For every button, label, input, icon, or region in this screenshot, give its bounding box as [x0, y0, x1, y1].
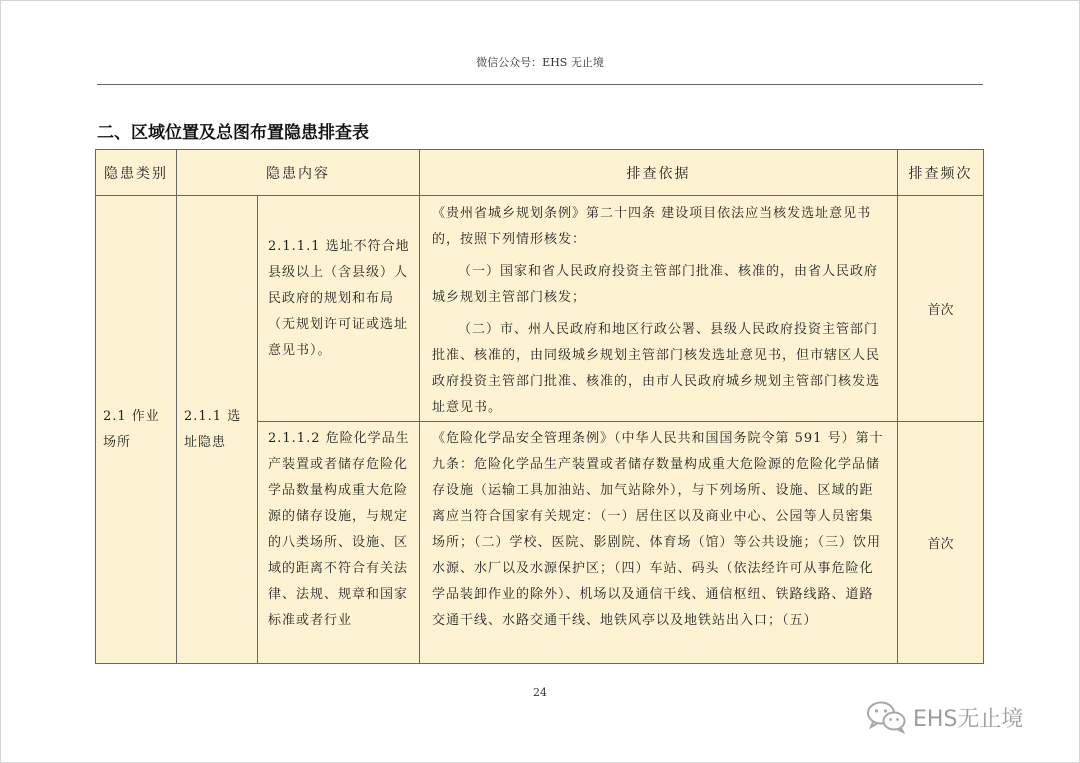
frequency-cell — [898, 422, 984, 664]
watermark — [866, 700, 1023, 734]
category-label: 2.1 作业场所 — [103, 408, 160, 450]
frequency-value: 首次 — [927, 303, 954, 318]
frequency-value: 首次 — [927, 537, 954, 552]
header-category: 隐患类别 — [96, 150, 177, 196]
content-text: 2.1.1.2 危险化学品生产装置或者储存危险化学品数量构成重大危险源的储存设施，与规定的八类场所、设施、区域的距离不符合有关法律、法规、规章和国家标准或者行业 — [268, 431, 410, 628]
content-cell — [258, 196, 420, 422]
basis-paragraph: 《贵州省城乡规划条例》第二十四条 建设项目依法应当核发选址意见书的，按照下列情形核发： — [432, 206, 872, 247]
section-title: 二、区域位置及总图布置隐患排查表 — [97, 123, 369, 143]
basis-paragraph: （一）国家和省人民政府投资主管部门批准、核准的，由省人民政府城乡规划主管部门核发； — [432, 264, 879, 305]
basis-cell — [420, 196, 898, 422]
header-basis: 排查依据 — [420, 150, 898, 196]
basis-cell — [420, 422, 898, 664]
wechat-icon — [866, 700, 908, 734]
basis-paragraph: （二）市、州人民政府和地区行政公署、县级人民政府投资主管部门批准、核准的，由同级城乡规划主管部门核发选址意见书，但市辖区人民政府投资主管部门批准、核准的，由市人民政府城乡规划主管部门核发选址意见书。 — [432, 322, 881, 415]
header-frequency: 排查频次 — [898, 150, 984, 196]
page-header: 微信公众号：EHS 无止境 — [476, 56, 604, 69]
table-header-row — [96, 150, 984, 196]
basis-paragraph: 《危险化学品安全管理条例》（中华人民共和国国务院令第 591 号）第十九条：危险化学品生产装置或者储存数量构成重大危险源的危险化学品储存设施（运输工具加油站、加气站除外），与下列场所、设施、区域的距离应当符合国家有关规定：（一）居住区以及商业中心、公园等人员密集场所；（二）学校、医院、影剧院、体育场（馆）等公共设施；（三）饮用水源、水厂以及水源保护区；（四）车站、码头（依法经许可从事危险化学品装卸作业的除外）、机场以及通信干线、通信枢纽、铁路线路、道路交通干线、水路交通干线、地铁风亭以及地铁站出入口；（五） — [432, 431, 884, 628]
frequency-cell — [898, 196, 984, 422]
page-number: 24 — [533, 686, 547, 699]
watermark-text: EHS无止境 — [913, 706, 1024, 732]
table-row — [96, 196, 984, 422]
subcategory-cell — [177, 196, 258, 664]
header-content: 隐患内容 — [177, 150, 420, 196]
category-cell — [96, 196, 177, 664]
header-rule — [97, 84, 983, 85]
content-text: 2.1.1.1 选址不符合地县级以上（含县级）人民政府的规划和布局（无规划许可证或选址意见书）。 — [268, 239, 410, 358]
subcategory-label: 2.1.1 选址隐患 — [184, 408, 242, 450]
hazard-table — [95, 149, 984, 664]
content-cell — [258, 422, 420, 664]
